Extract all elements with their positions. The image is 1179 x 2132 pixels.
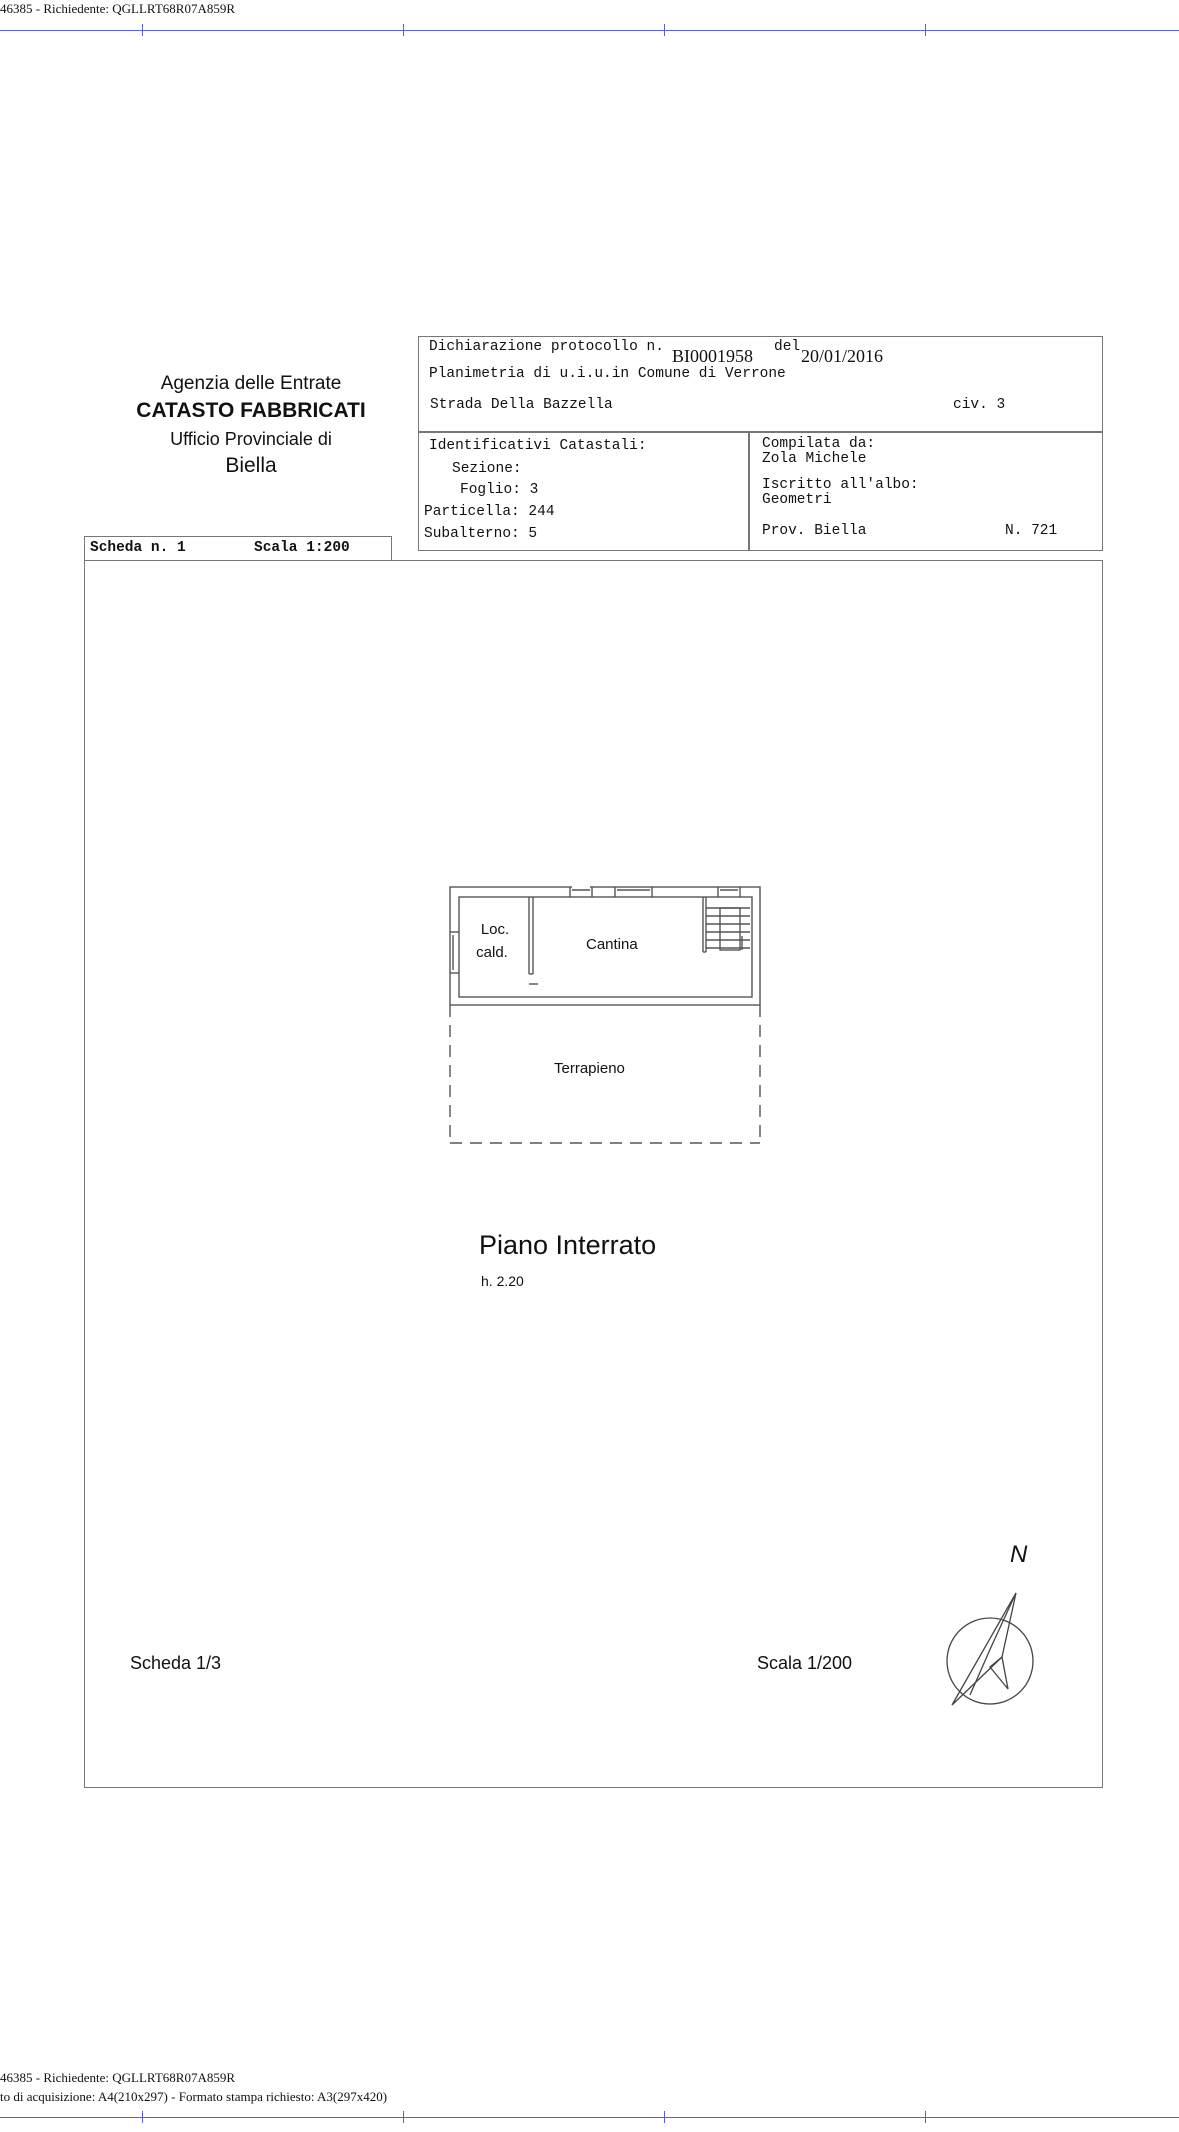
office-city: Biella [225, 454, 277, 477]
floor-height: h. 2.20 [481, 1273, 524, 1289]
acquisition-format-line: to di acquisizione: A4(210x297) - Formato stampa richiesto: A3(297x420) [0, 2089, 388, 2104]
room-label-cantina: Cantina [586, 936, 638, 953]
agency-block [101, 372, 401, 480]
floor-title: Piano Interrato [479, 1230, 657, 1260]
particella-field: Particella: 244 [424, 504, 555, 520]
top-tick-4 [925, 24, 926, 36]
scale-ratio: Scala 1:200 [254, 540, 350, 556]
top-tick-2 [403, 24, 404, 36]
bottom-tick-2 [403, 2111, 404, 2123]
provincia-value: Prov. Biella [762, 523, 867, 539]
address-street: Strada Della Bazzella [430, 397, 613, 413]
del-label: del [774, 339, 801, 355]
header-divider-v [748, 431, 750, 551]
iscritto-label: Iscritto all'albo: [762, 477, 919, 493]
protocollo-number: BI0001958 [672, 346, 753, 366]
subalterno-field: Subalterno: 5 [424, 526, 538, 542]
dichiarazione-label: Dichiarazione protocollo n. [429, 339, 664, 355]
albo-number: N. 721 [1005, 523, 1058, 539]
footer-scala: Scala 1/200 [757, 1653, 853, 1673]
planimetria-line: Planimetria di u.i.u.in Comune di Verrone [429, 366, 786, 382]
room-label-loc-line1: Loc. [480, 921, 510, 938]
requester-line-top: 46385 - Richiedente: QGLLRT68R07A859R [0, 1, 235, 16]
north-arrow-icon [940, 1585, 1040, 1710]
albo-value: Geometri [762, 492, 832, 508]
bottom-blue-rule [0, 2117, 1179, 2118]
address-civic: civ. 3 [953, 397, 1006, 413]
requester-line-bottom: 46385 - Richiedente: QGLLRT68R07A859R [0, 2070, 235, 2085]
agency-name: Agenzia delle Entrate [160, 373, 342, 394]
footer-scheda: Scheda 1/3 [130, 1653, 222, 1673]
north-label: N [1010, 1541, 1028, 1568]
top-tick-3 [664, 24, 665, 36]
bottom-tick-1 [142, 2111, 143, 2123]
compilata-name: Zola Michele [762, 451, 867, 467]
compilata-label: Compilata da: [762, 436, 876, 452]
protocollo-date: 20/01/2016 [801, 346, 884, 366]
office-label: Ufficio Provinciale di [170, 429, 332, 449]
top-tick-1 [142, 24, 143, 36]
sezione-field: Sezione: [452, 461, 522, 477]
foglio-field: Foglio: 3 [460, 482, 539, 498]
identificativi-title: Identificativi Catastali: [429, 438, 647, 454]
scheda-number: Scheda n. 1 [90, 540, 186, 556]
bottom-tick-3 [664, 2111, 665, 2123]
catasto-title: CATASTO FABBRICATI [136, 399, 366, 422]
room-label-loc-line2: cald. [476, 944, 508, 961]
bottom-tick-4 [925, 2111, 926, 2123]
room-label-terrapieno: Terrapieno [554, 1060, 625, 1077]
top-blue-rule [0, 30, 1179, 31]
header-divider-h [418, 431, 1103, 433]
